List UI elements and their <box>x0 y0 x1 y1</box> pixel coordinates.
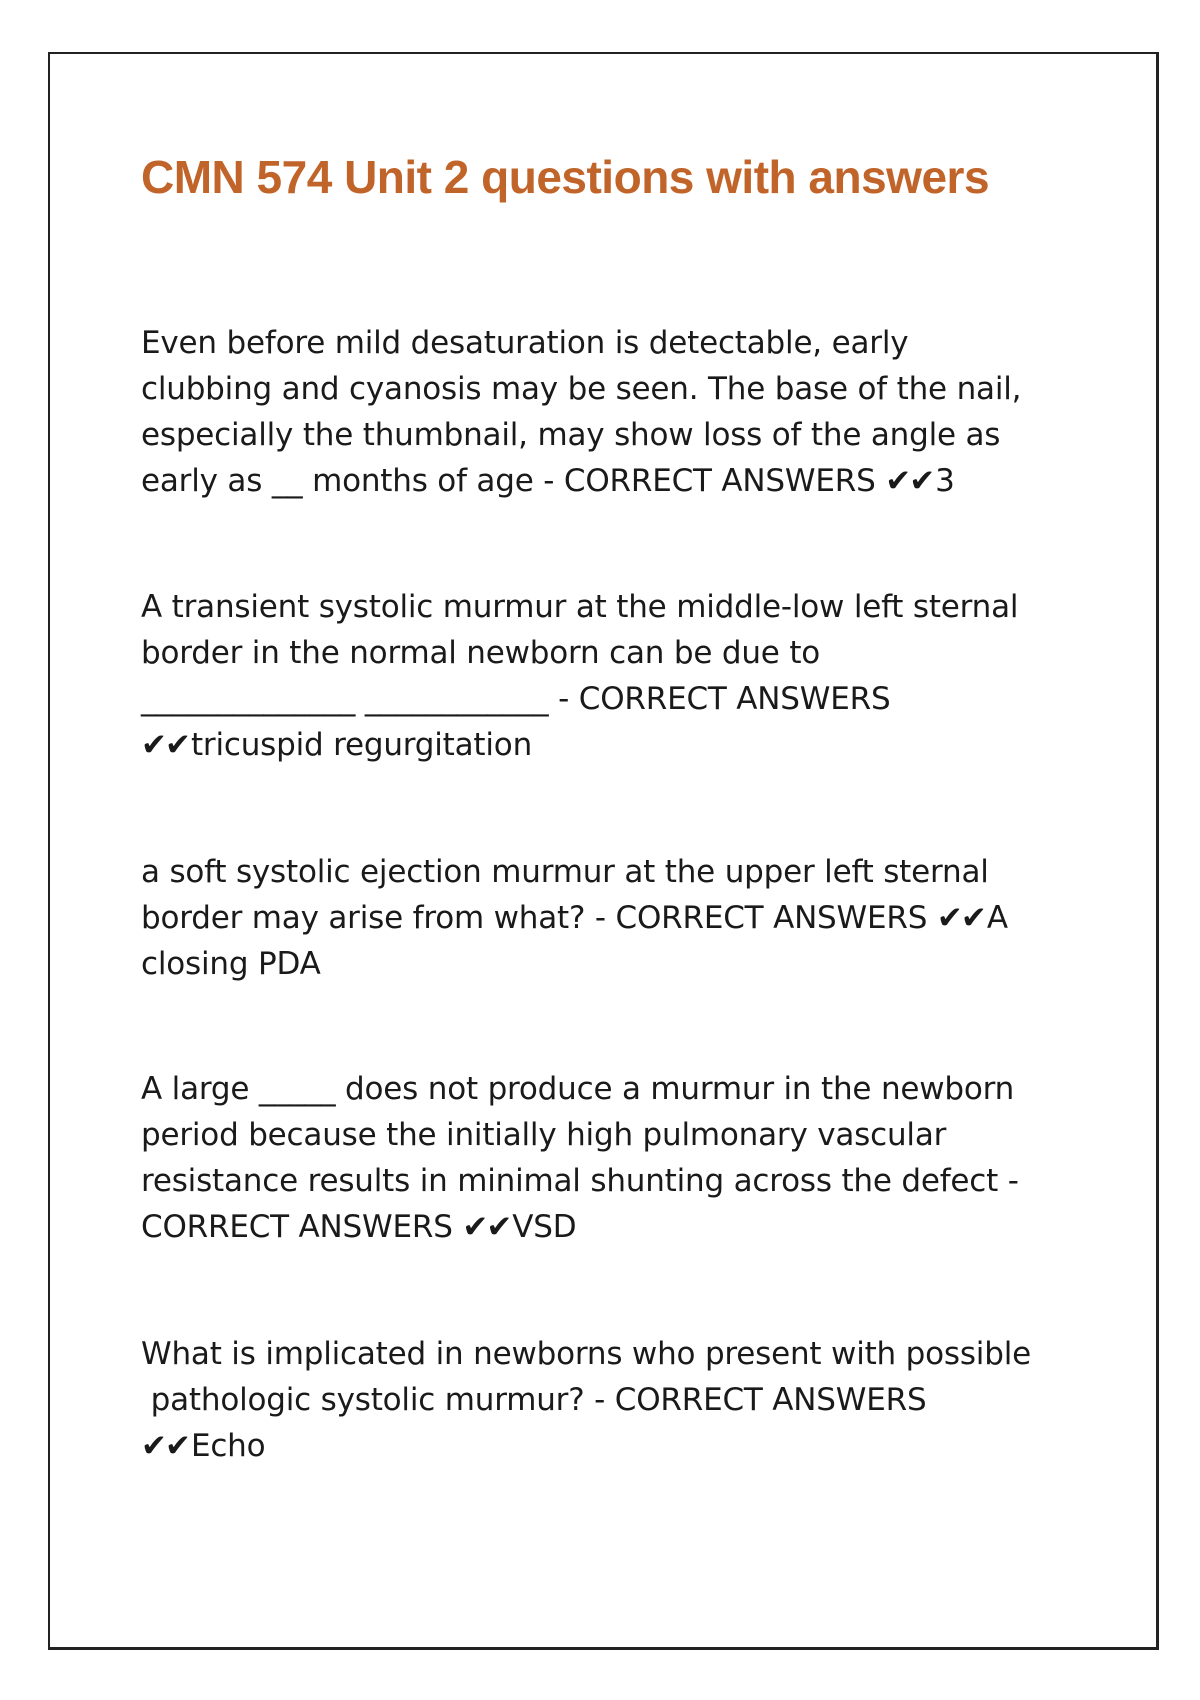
qa-item <box>141 320 1071 504</box>
question-text: What is implicated in newborns who present with possible pathologic systolic murmur? - CORRECT ANSWERS <box>141 1336 1031 1418</box>
qa-item <box>141 849 1071 987</box>
double-check-icon: ✔✔ <box>885 463 934 499</box>
document-title: CMN 574 Unit 2 questions with answers <box>141 151 990 203</box>
double-check-icon: ✔✔ <box>141 727 189 763</box>
answer-text: VSD <box>512 1209 577 1245</box>
qa-item <box>141 1331 1071 1469</box>
double-check-icon: ✔✔ <box>141 1428 189 1464</box>
question-text: A transient systolic murmur at the middle-low left sternal border in the normal newborn can be due to ______________ ____________ - CORRECT ANSWERS <box>141 589 1019 717</box>
answer-text: Echo <box>190 1428 266 1464</box>
qa-item <box>141 584 1071 768</box>
double-check-icon: ✔✔ <box>462 1209 511 1245</box>
double-check-icon: ✔✔ <box>936 900 985 936</box>
answer-text: 3 <box>935 463 955 499</box>
question-text: A large _____ does not produce a murmur in the newborn period because the initially high pulmonary vascular resistance results in minimal shunting across the defect - CORRECT ANSWERS <box>141 1071 1019 1245</box>
answer-text: A closing PDA <box>141 900 1008 982</box>
question-text: a soft systolic ejection murmur at the upper left sternal border may arise from what? - CORRECT ANSWERS <box>141 854 989 936</box>
qa-item <box>141 1066 1071 1250</box>
question-text: Even before mild desaturation is detectable, early clubbing and cyanosis may be seen. The base of the nail, especially the thumbnail, may show loss of the angle as early as __ months of age - CORRECT ANSWERS <box>141 325 1022 499</box>
answer-text: tricuspid regurgitation <box>190 727 533 763</box>
